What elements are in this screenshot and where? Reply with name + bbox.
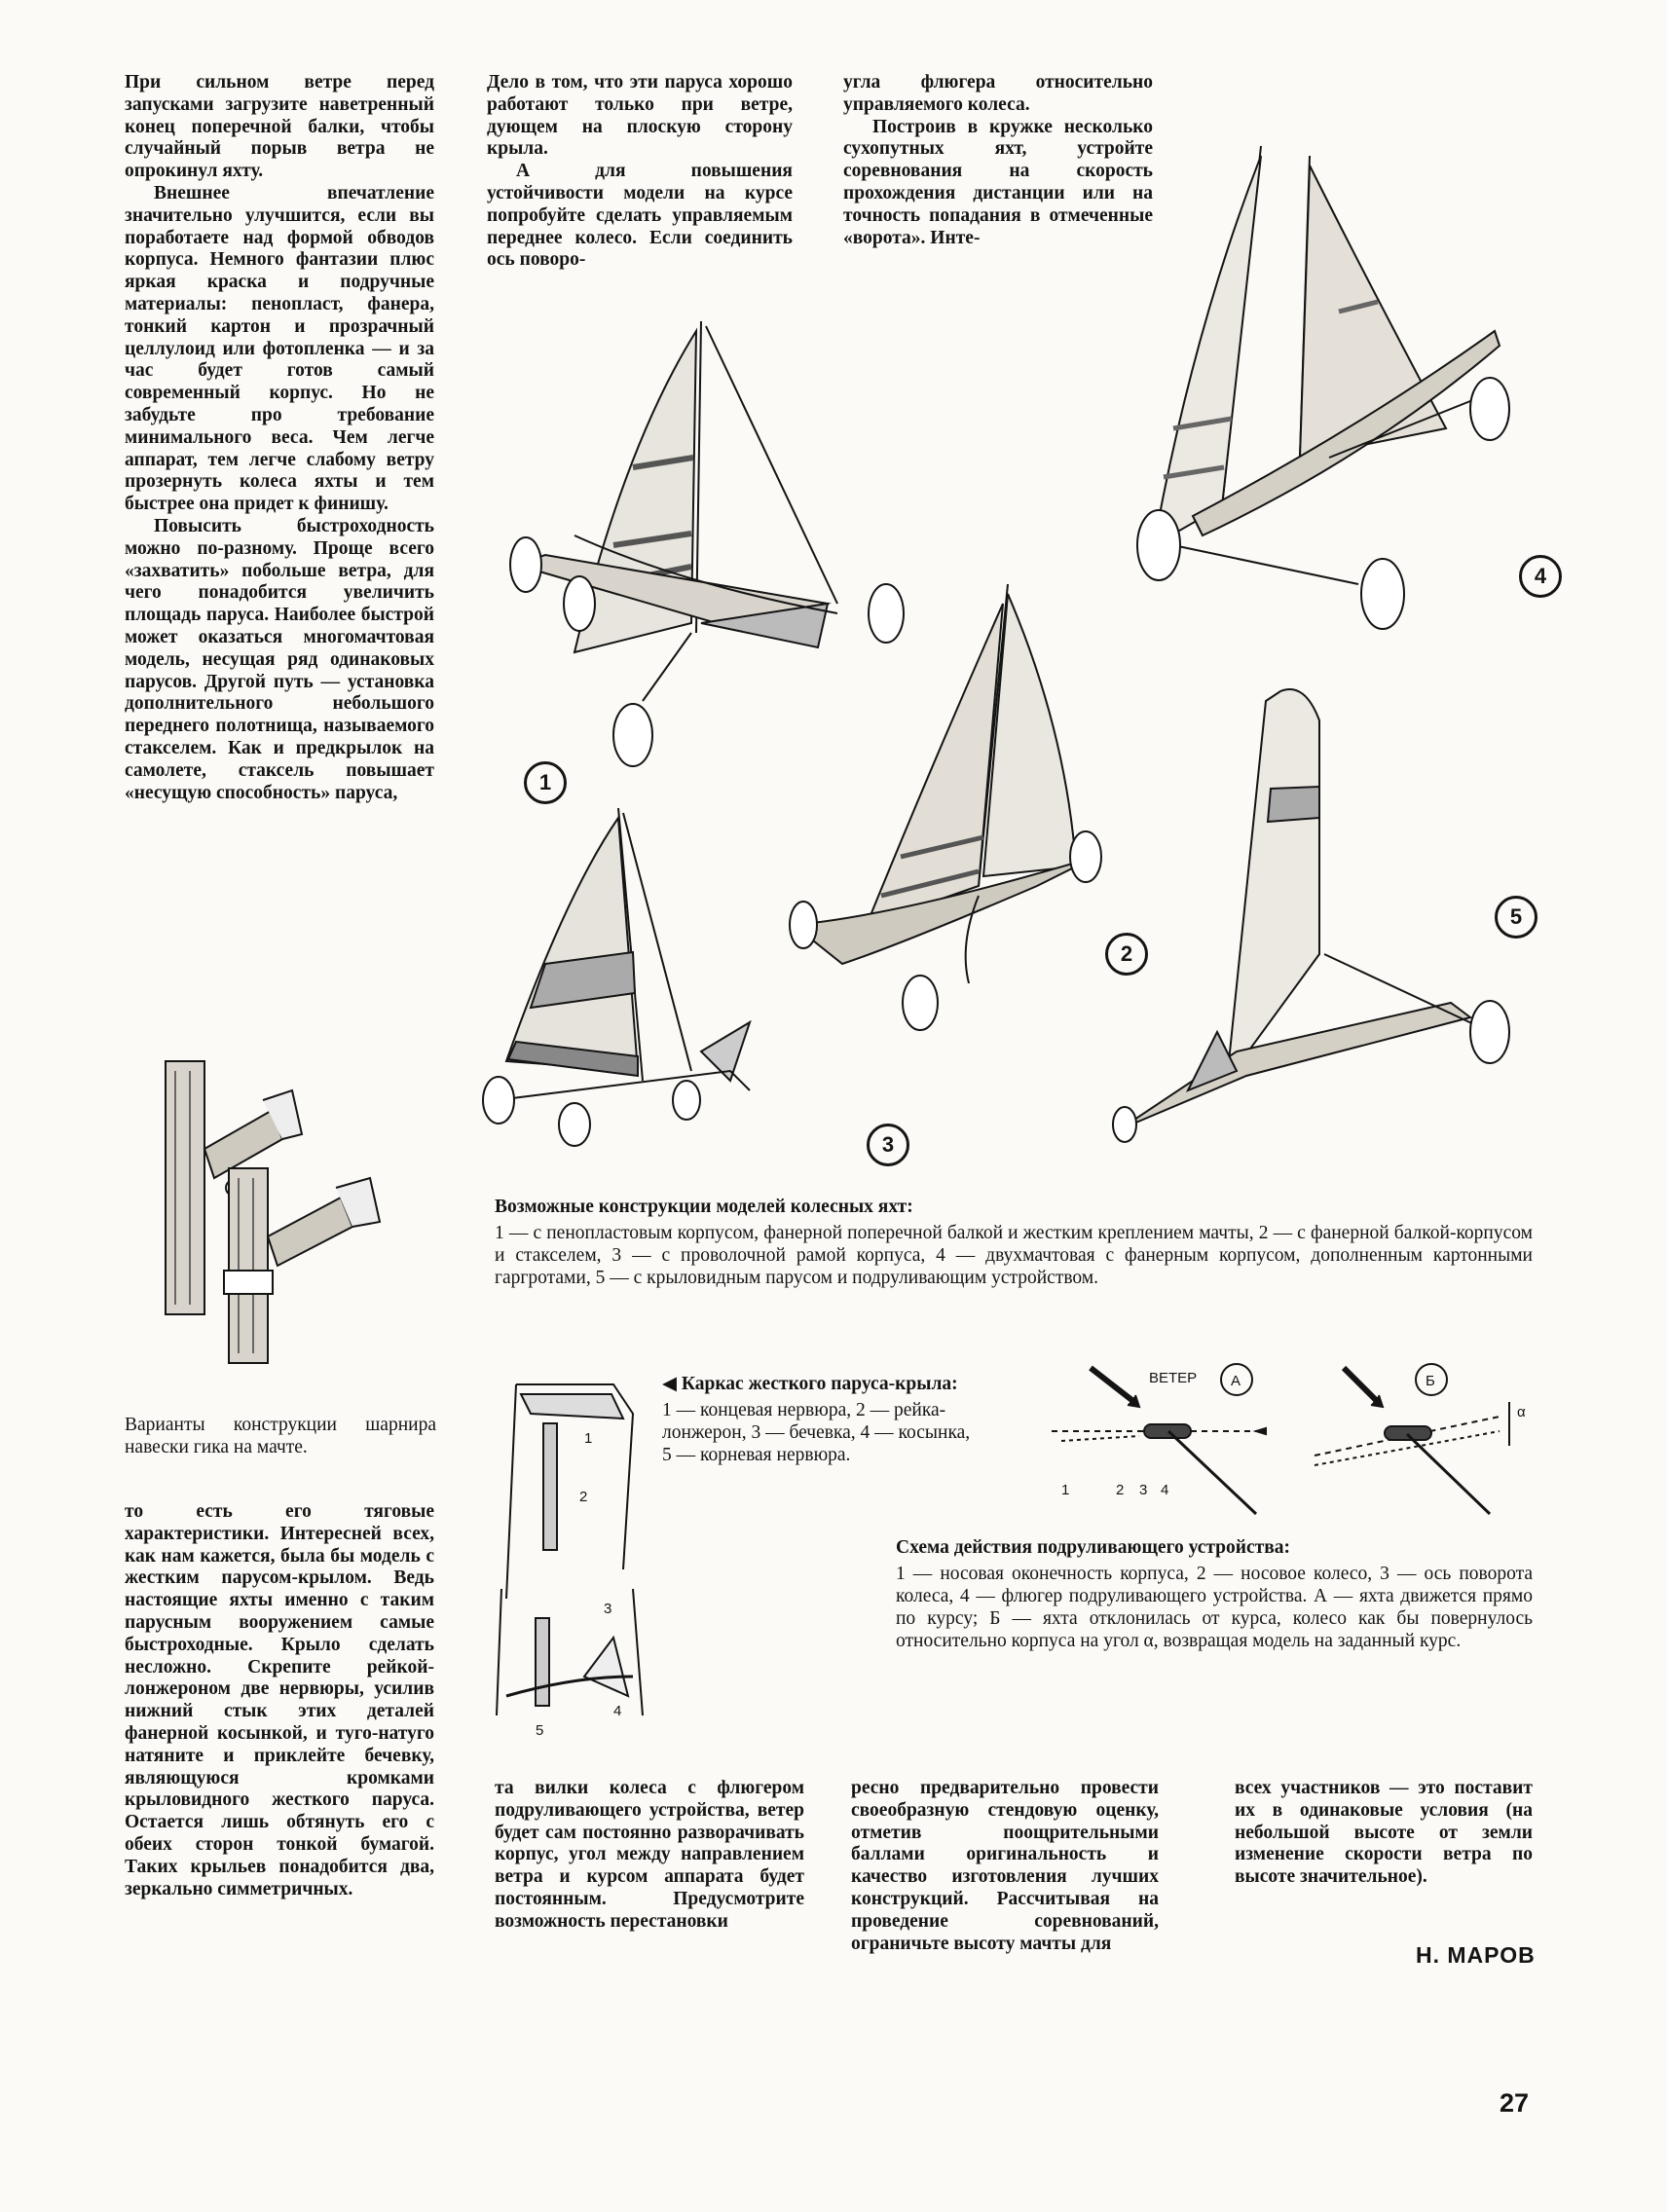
steering-caption-title: Схема действия подруливающего устройства: — [896, 1537, 1291, 1558]
paragraph: Повысить быстроходность можно по-разному. Проще всего «захватить» побольше ветра, для чего понадобится увеличить площадь паруса. Наиболее быстрой может оказаться многомачтовая модель, несущая ряд одинаковых парусов. Другой путь — установка дополнительного небольшого переднего полотнища, называемого стакселем. Как и предкрылок на самолете, стаксель повышает «несущую способность» паруса, — [125, 515, 434, 803]
paragraph: При сильном ветре перед запусками загрузите наветренный конец поперечной балки, чтобы случайный порыв ветра не опрокинул яхту. — [125, 72, 434, 182]
steer-label-4: 4 — [1161, 1482, 1169, 1498]
yacht-figure-4 — [1115, 136, 1547, 647]
paragraph: Построив в кружке несколько сухопутных яхт, устройте соревнования на скорость прохождения дистанции или на точность попадания в отмеченные «ворота». Инте- — [843, 116, 1153, 248]
wing-caption — [662, 1373, 974, 1466]
hinge-caption: Варианты конструкции шарнира навески гика на мачте. — [125, 1415, 436, 1457]
wind-label: ВЕТЕР — [1149, 1370, 1198, 1386]
paragraph: угла флюгера относительно управляемого колеса. — [843, 72, 1153, 115]
figure-number-3: 3 — [867, 1124, 909, 1166]
yachts-caption — [495, 1196, 1533, 1289]
yacht-figure-2 — [784, 574, 1133, 1047]
yachts-caption-text: 1 — с пенопластовым корпусом, фанерной поперечной балкой и жестким креплением мачты, 2 — с фанерной балкой-корпусом и стакселем, 3 — с проволочной рамой корпуса, 4 — двухмачтовая с фанерным корпусом, дополненным картонными гаргротами, 5 — с крыловидным парусом и подруливающим устройством. — [495, 1223, 1533, 1288]
wing-label-2: 2 — [579, 1489, 588, 1505]
steer-label-3: 3 — [1139, 1482, 1148, 1498]
page-number: 27 — [1500, 2088, 1530, 2118]
yacht-figure-3 — [477, 798, 895, 1163]
text-column-4-bottom — [1235, 1778, 1533, 1889]
yachts-caption-title: Возможные конструкции моделей колесных яхт: — [495, 1197, 913, 1217]
steering-caption — [896, 1536, 1533, 1652]
figure-number-2: 2 — [1105, 933, 1148, 976]
wing-caption-text: 1 — концевая нервюра, 2 — рейка-лонжерон, 3 — бечевка, 4 — косынка, 5 — корневая нервюра. — [662, 1400, 971, 1465]
wing-frame-figure — [487, 1375, 652, 1750]
text-column-3-bottom — [851, 1778, 1159, 1955]
paragraph: то есть его тяговые характеристики. Интересней всех, как нам кажется, была бы модель с жестким парусом-крылом. Ведь настоящие яхты именно с таким парусным вооружением самые быстроходные. Крыло сделать несложно. Скрепите рейкой-лонжероном две нервюры, усилив нижний стык этих деталей фанерной косынкой, и туго-натуго натяните и приклейте бечевку, являющуюся кромками крыловидного жесткого паруса. Остается лишь обтянуть его с обеих сторон тонкой бумагой. Таких крыльев понадобится два, зеркально симметричных. — [125, 1501, 434, 1899]
yacht-figure-5 — [1100, 682, 1523, 1144]
paragraph: всех участников — это поставит их в одинаковые условия (на небольшой высоте от земли изменение скорости ветра по высоте значительное). — [1235, 1778, 1533, 1888]
steering-diagram — [1042, 1358, 1548, 1519]
paragraph: та вилки колеса с флюгером подруливающего устройства, ветер будет сам постоянно разворачивать корпус, угол между направлением ветра и курсом аппарата будет постоянным. Предусмотрите возможность перестановки — [495, 1778, 804, 1932]
case-b-label: Б — [1426, 1373, 1435, 1389]
text-column-2-bottom — [495, 1778, 804, 1934]
wing-label-4: 4 — [613, 1703, 622, 1719]
text-column-2-top — [487, 72, 793, 272]
hinge-figure — [146, 1042, 399, 1368]
paragraph: Дело в том, что эти паруса хорошо работают только при ветре, дующем на плоскую сторону крыла. — [487, 72, 793, 160]
case-a-label: А — [1231, 1373, 1241, 1389]
steering-caption-text: 1 — носовая оконечность корпуса, 2 — носовое колесо, 3 — ось поворота колеса, 4 — флюгер подруливающего устройства. А — яхта движется прямо по курсу; Б — яхта отклонилась от курса, колесо как бы повернулось относительно корпуса на угол α, возвращая модель на заданный курс. — [896, 1564, 1533, 1651]
text-column-1-top — [125, 72, 434, 804]
author-signature: Н. МАРОВ — [1416, 1942, 1536, 1968]
figure-number-4: 4 — [1519, 555, 1562, 598]
text-column-1-bottom — [125, 1501, 434, 1900]
figure-number-5: 5 — [1495, 896, 1537, 939]
paragraph: ресно предварительно провести своеобразную стендовую оценку, отметив поощрительными баллами оригинальность и качество изготовления лучших конструкций. Рассчитывая на проведение соревнований, ограничьте высоту мачты для — [851, 1778, 1159, 1954]
figure-number-1: 1 — [524, 761, 567, 804]
paragraph: А для повышения устойчивости модели на курсе попробуйте сделать управляемым переднее колесо. Если соединить ось поворо- — [487, 161, 793, 271]
angle-label: α — [1517, 1404, 1526, 1420]
wing-caption-title: ◀ Каркас жесткого паруса-крыла: — [662, 1374, 958, 1394]
wing-label-1: 1 — [584, 1430, 593, 1447]
text-column-3-top — [843, 72, 1153, 249]
wing-label-5: 5 — [536, 1722, 544, 1739]
steer-label-2: 2 — [1116, 1482, 1125, 1498]
paragraph: Внешнее впечатление значительно улучшится, если вы поработаете над формой обводов корпуса. Немного фантазии плюс яркая краска и подручные материалы: пенопласт, фанера, тонкий картон и прозрачный целлулоид или фотопленка — и за час будет готов самый современный корпус. Но не забудьте про требование минимального веса. Чем легче аппарат, тем легче слабому ветру прозернуть колеса яхты и тем быстрее она придет к финишу. — [125, 182, 434, 515]
wing-label-3: 3 — [604, 1601, 612, 1617]
steer-label-1: 1 — [1061, 1482, 1070, 1498]
pointer-icon: ◀ — [662, 1374, 682, 1394]
